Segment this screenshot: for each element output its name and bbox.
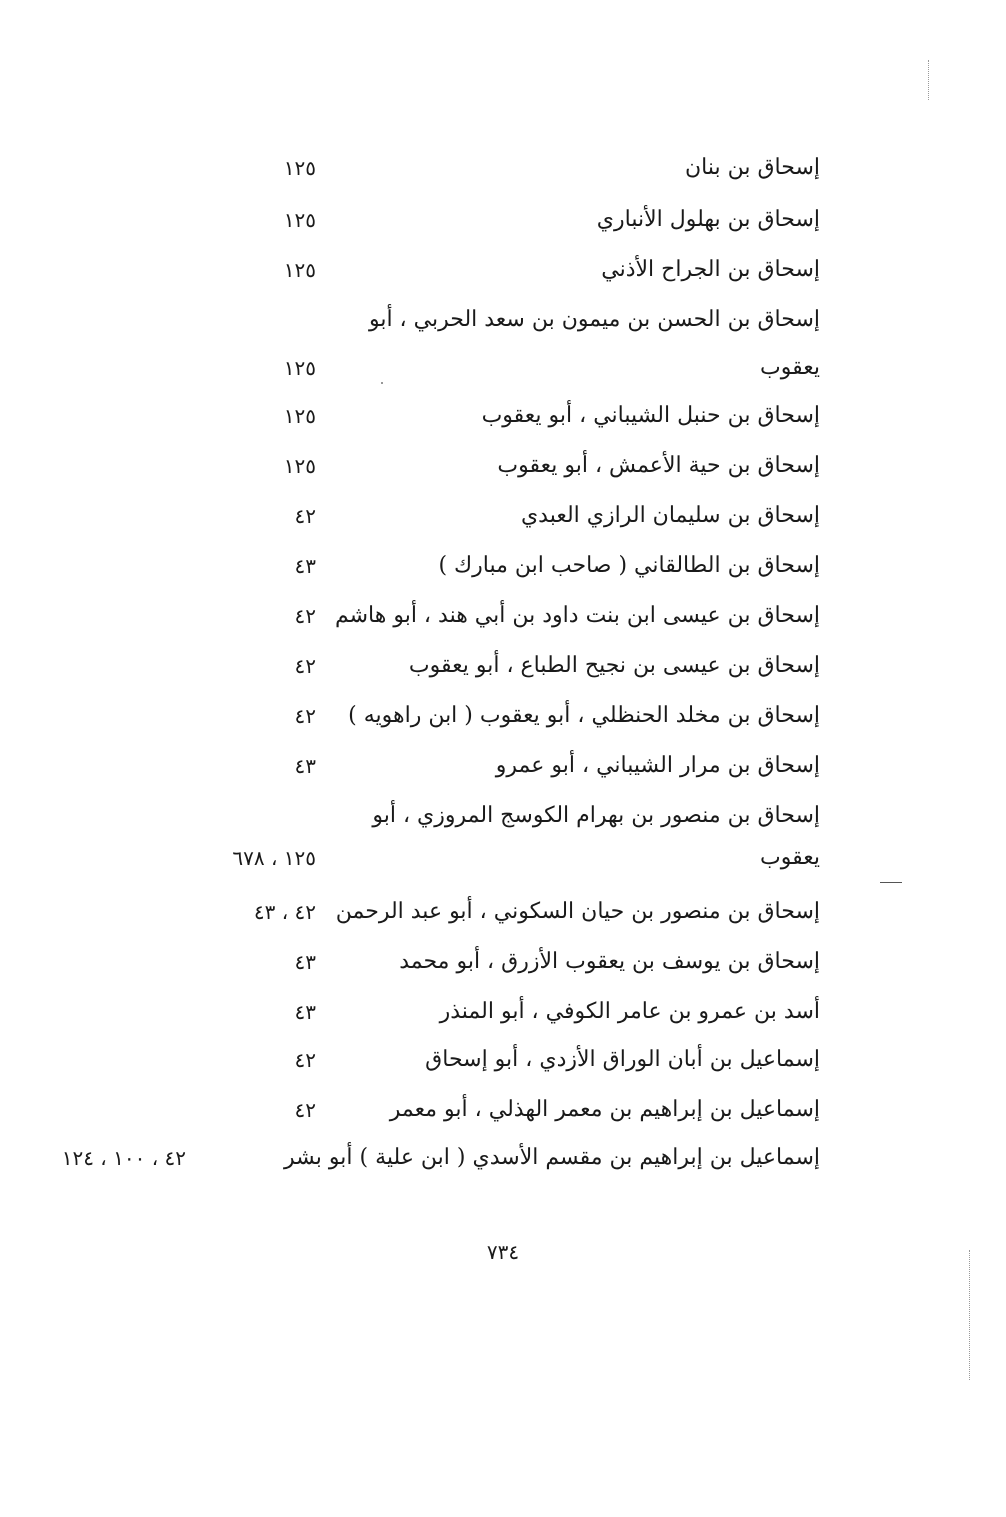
index-entry	[0, 1040, 1006, 1080]
entry-pages: ٤٢	[294, 704, 316, 728]
index-entry-continuation	[0, 838, 1006, 878]
entry-pages: ١٢٥	[283, 454, 316, 478]
entry-name: إسحاق بن منصور بن حيان السكوني ، أبو عبد الرحمن	[335, 899, 820, 924]
index-entry	[0, 892, 1006, 932]
index-entry	[0, 446, 1006, 486]
scan-edge-line	[928, 60, 929, 100]
entry-name: إسحاق بن بهلول الأنباري	[596, 207, 820, 232]
entry-name: يعقوب	[760, 355, 820, 380]
entry-pages: ٤٢	[294, 504, 316, 528]
entry-pages: ١٢٥	[283, 404, 316, 428]
entry-name: إسحاق بن مخلد الحنظلي ، أبو يعقوب ( ابن راهويه )	[348, 703, 820, 728]
index-entry	[0, 250, 1006, 290]
entry-name: إسحاق بن الطالقاني ( صاحب ابن مبارك )	[438, 553, 820, 578]
entry-pages: ١٢٥ ، ٦٧٨	[232, 846, 316, 870]
index-entry	[0, 992, 1006, 1032]
index-entry	[0, 148, 1006, 188]
entry-name: إسحاق بن منصور بن بهرام الكوسج المروزي ، أبو	[372, 803, 820, 828]
entry-pages: ٤٢	[294, 1098, 316, 1122]
entry-name: إسحاق بن عيسى ابن بنت داود بن أبي هند ، أبو هاشم	[334, 603, 820, 628]
index-entry	[0, 396, 1006, 436]
index-entry	[0, 942, 1006, 982]
scan-speck	[381, 382, 383, 384]
entry-name: إسحاق بن يوسف بن يعقوب الأزرق ، أبو محمد	[399, 949, 820, 974]
entry-name: إسحاق بن الحسن بن ميمون بن سعد الحربي ، أبو	[368, 307, 820, 332]
index-entry	[0, 200, 1006, 240]
entry-pages: ٤٢ ، ٤٣	[253, 900, 316, 924]
entry-name: إسحاق بن سليمان الرازي العبدي	[520, 503, 820, 528]
index-entry	[0, 696, 1006, 736]
entry-name: إسحاق بن مرار الشيباني ، أبو عمرو	[495, 753, 820, 778]
entry-pages: ٤٢	[294, 654, 316, 678]
index-entry-continuation	[0, 348, 1006, 388]
entry-name: إسحاق بن عيسى بن نجيح الطباع ، أبو يعقوب	[408, 653, 820, 678]
entry-pages: ١٢٥	[283, 156, 316, 180]
page-number: ٧٣٤	[486, 1240, 520, 1264]
index-entry	[0, 596, 1006, 636]
entry-pages: ٤٢	[294, 604, 316, 628]
entry-pages: ١٢٥	[283, 356, 316, 380]
scan-mark	[880, 882, 902, 883]
index-entry	[0, 746, 1006, 786]
entry-pages: ٤٣	[294, 950, 316, 974]
entry-pages: ٤٢ ، ١٠٠ ، ١٢٤	[61, 1146, 186, 1170]
entry-name: إسحاق بن حية الأعمش ، أبو يعقوب	[497, 453, 820, 478]
entry-name: أسد بن عمرو بن عامر الكوفي ، أبو المنذر	[439, 999, 820, 1024]
entry-name: إسحاق بن بنان	[685, 155, 820, 180]
entry-name: إسحاق بن حنبل الشيباني ، أبو يعقوب	[481, 403, 820, 428]
entry-pages: ٤٣	[294, 1000, 316, 1024]
index-entry	[0, 546, 1006, 586]
entry-pages: ١٢٥	[283, 208, 316, 232]
index-entry	[0, 496, 1006, 536]
index-entry	[0, 1090, 1006, 1130]
entry-name: إسماعيل بن إبراهيم بن مقسم الأسدي ( ابن علية ) أبو بشر	[284, 1145, 820, 1170]
index-entry	[0, 646, 1006, 686]
entry-name: إسحاق بن الجراح الأذني	[601, 257, 820, 282]
index-entry	[0, 300, 1006, 340]
entry-pages: ٤٢	[294, 1048, 316, 1072]
entry-pages: ١٢٥	[283, 258, 316, 282]
entry-pages: ٤٣	[294, 754, 316, 778]
entry-name: إسماعيل بن إبراهيم بن معمر الهذلي ، أبو معمر	[389, 1097, 820, 1122]
scan-edge-line	[969, 1250, 970, 1380]
index-entry	[0, 1138, 1006, 1178]
index-entry	[0, 796, 1006, 836]
entry-pages: ٤٣	[294, 554, 316, 578]
entry-name: يعقوب	[760, 845, 820, 870]
entry-name: إسماعيل بن أبان الوراق الأزدي ، أبو إسحاق	[425, 1047, 820, 1072]
